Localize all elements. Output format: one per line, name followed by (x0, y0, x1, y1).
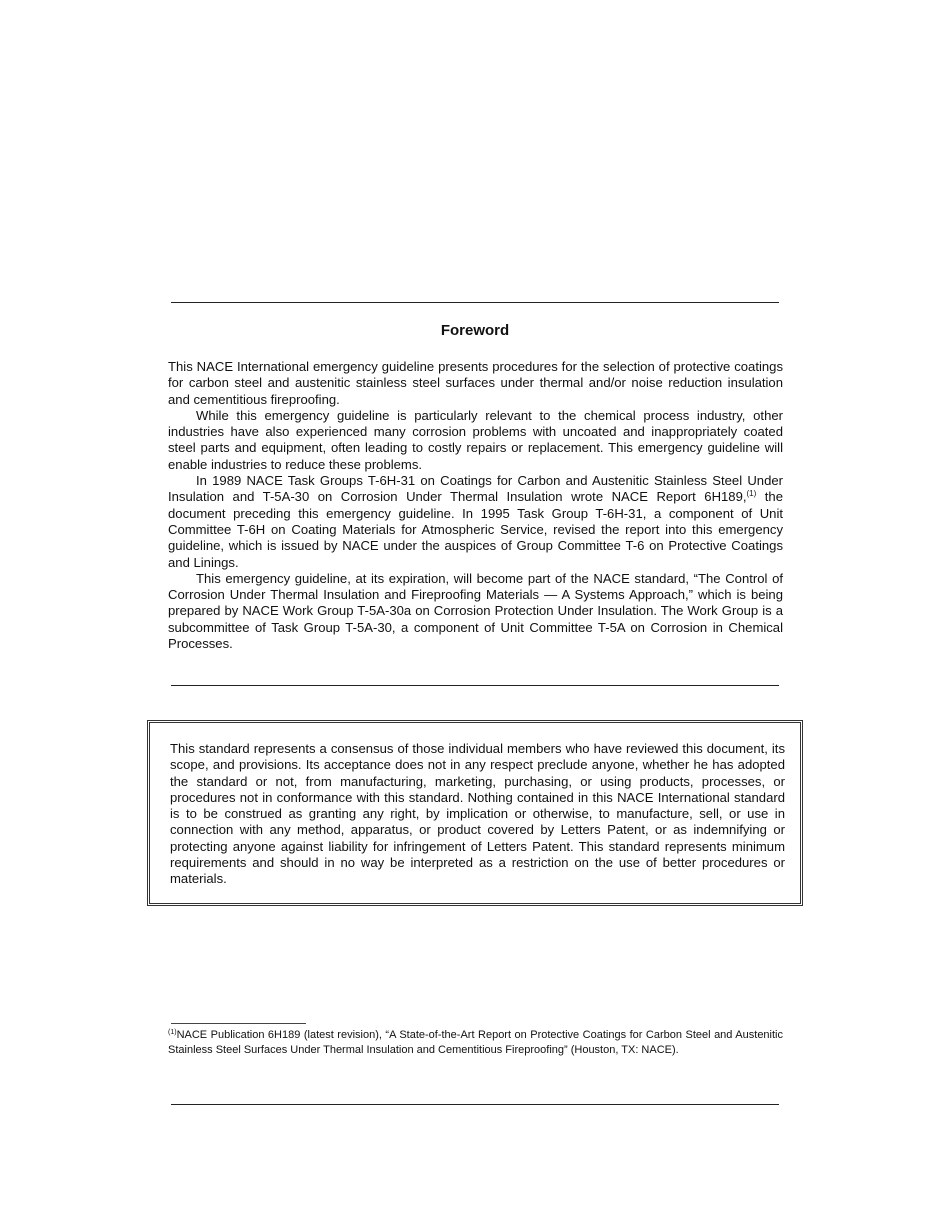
footnote-separator (171, 1023, 306, 1024)
disclaimer-box (147, 720, 803, 906)
foreword-paragraph-3-start: In 1989 NACE Task Groups T-6H-31 on Coatings for Carbon and Austenitic Stainless Steel Under Insulation and T-5A-30 on Corrosion Under Thermal Insulation wrote NACE Report 6H189, (168, 473, 783, 505)
disclaimer-text: This standard represents a consensus of those individual members who have reviewed this document, its scope, and provisions. Its acceptance does not in any respect preclude anyone, whether he has adopted the standard or not, from manufacturing, marketing, purchasing, or using products, processes, or procedures not in conformance with this standard. Nothing contained in this NACE International standard is to be construed as granting any right, by implication or otherwise, to manufacture, sell, or use in connection with any method, apparatus, or product covered by Letters Patent, or as indemnifying or protecting anyone against liability for infringement of Letters Patent. This standard represents minimum requirements and should in no way be interpreted as a restriction on the use of better procedures or materials. (170, 741, 785, 887)
footnote (168, 1028, 783, 1058)
middle-divider (171, 685, 779, 686)
footnote-reference: (1) (746, 489, 757, 499)
footnote-marker: (1) (168, 1029, 177, 1036)
foreword-title: Foreword (440, 322, 510, 339)
foreword-body (168, 359, 783, 652)
bottom-divider (171, 1104, 779, 1105)
foreword-paragraph-2: While this emergency guideline is particularly relevant to the chemical process industry, other industries have also experienced many corrosion problems with uncoated and inappropriately coated steel parts and equipment, often leading to costly repairs or replacement. This emergency guideline will enable industries to reduce these problems. (168, 407, 783, 472)
foreword-paragraph-1: This NACE International emergency guideline presents procedures for the selection of protective coatings for carbon steel and austenitic stainless steel surfaces under thermal and/or noise reduction insulation and cementitious fireproofing. (168, 359, 783, 407)
foreword-paragraph-4: This emergency guideline, at its expiration, will become part of the NACE standard, “The Control of Corrosion Under Thermal Insulation and Fireproofing Materials — A Systems Approach,” which is being prepared by NACE Work Group T-5A-30a on Corrosion Protection Under Insulation. The Work Group is a subcommittee of Task Group T-5A-30, a component of Unit Committee T-5A on Corrosion in Chemical Processes. (168, 570, 783, 652)
foreword-paragraph-3 (168, 473, 783, 571)
footnote-text: NACE Publication 6H189 (latest revision), “A State-of-the-Art Report on Protective Coatings for Carbon Steel and Austenitic Stainless Steel Surfaces Under Thermal Insulation and Cementitious Fireproofing” (Houston, TX: NACE). (168, 1029, 783, 1056)
top-divider (171, 302, 779, 303)
foreword-paragraph-3-end: the document preceding this emergency guideline. In 1995 Task Group T-6H-31, a component of Unit Committee T-6H on Coating Materials for Atmospheric Service, revised the report into this emergency guideline, which is issued by NACE under the auspices of Group Committee T-6 on Protective Coatings and Linings. (168, 489, 784, 570)
